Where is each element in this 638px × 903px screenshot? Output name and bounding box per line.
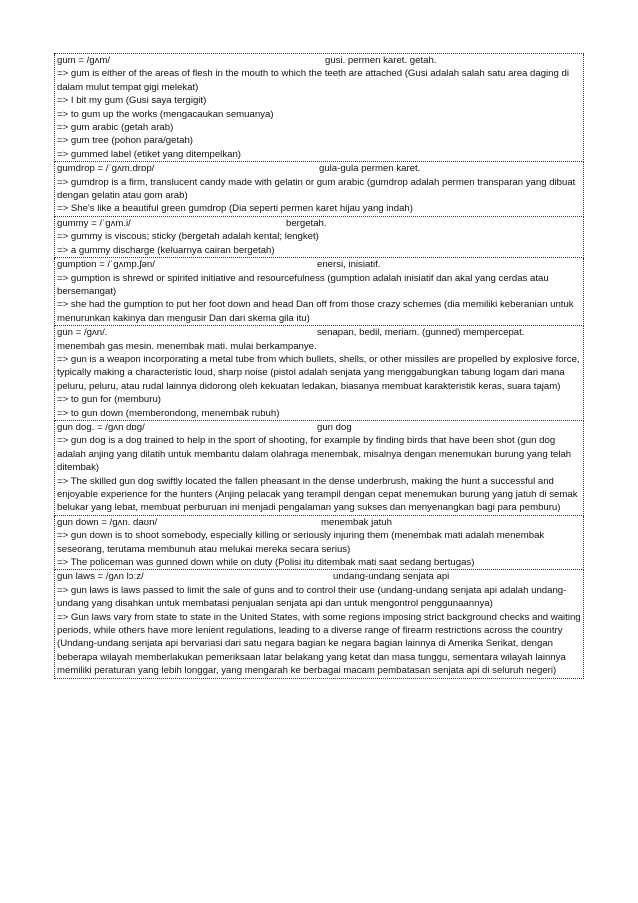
entry-header: [57, 421, 582, 434]
entry-line: => gummed label (etiket yang ditempelkan): [57, 148, 241, 160]
translation: bergetah.: [286, 217, 327, 229]
headword: gun = /gʌn/.: [57, 327, 108, 339]
translation: gusi. permen karet. getah.: [325, 55, 437, 66]
translation: senapan, bedil, meriam. (gunned) mempercepat.: [317, 327, 525, 339]
entry-header: [57, 217, 582, 230]
entry-line: => to gun for (memburu): [57, 394, 161, 406]
entry-line: => Gun laws vary from state to state in the United States, with some regions imposing strict background checks and waiting periods, while others have more lenient regulations, leading to a diverse range of firearm restrictions across the country (Undang-undang senjata api bervariasi dari satu negara bagian ke negara bagian lainnya di Amerika Serikat, dengan beberapa wilayah memberlakukan pemeriksaan latar belakang yang ketat dan masa tunggu, sementara wilayah lainnya memiliki peraturan yang lebih longgar, yang mengarah ke berbagai macam pembatasan senjata api di seluruh negeri): [57, 611, 581, 677]
entry-gum: [54, 54, 584, 162]
entry-line: => The skilled gun dog swiftly located the fallen pheasant in the dense underbrush, making the hunt a successful and enjoyable experience for the hunters (Anjing pelacak yang terampil dengan cepat menemukan burung yang jatuh di semak belukar yang lebat, membuat perburuan ini menjadi pengalaman yang sukses dan menyenangkan bagi para pemburu): [57, 475, 578, 514]
headword: gum = /gʌm/: [57, 55, 111, 66]
entry-header: [57, 516, 582, 529]
translation: gula-gula permen karet.: [319, 163, 421, 175]
entry-line: => gumption is shrewd or spirited initiative and resourcefulness (gumption adalah inisiatif dan akal yang cerdas atau bersemangat): [57, 272, 549, 297]
entry-gun-down: [54, 516, 584, 571]
headword: gumdrop = /ˈɡʌm.drɒp/: [57, 163, 155, 175]
entry-gumption: [54, 258, 584, 326]
entry-line: => gun laws is laws passed to limit the sale of guns and to control their use (undang-undang senjata api adalah undang-undang yang disahkan untuk membatasi penjualan senjata api dan untuk mengontrol penggunaannya): [57, 584, 567, 610]
entry-gun: [54, 326, 584, 421]
headword: gumption = /ˈɡʌmp.ʃən/: [57, 259, 155, 271]
entry-gun-laws: [54, 570, 584, 678]
entry-gumdrop: [54, 162, 584, 217]
translation: menembak jatuh: [321, 516, 392, 528]
glossary-sheet: [54, 53, 584, 679]
headword: gun laws = /ɡʌn lɔːz/: [57, 571, 144, 583]
entry-line: => gumdrop is a firm, translucent candy made with gelatin or gum arabic (gumdrop adalah permen transparan yang dibuat dengan gelatin atau gom arab): [57, 176, 576, 202]
entry-line: => gun dog is a dog trained to help in the sport of shooting, for example by finding birds that have been shot (gun dog adalah anjing yang dilatih untuk membantu dalam olahraga menembak, misalnya dengan menemukan burung yang telah ditembak): [57, 435, 572, 474]
entry-line: => gum arabic (getah arab): [57, 122, 174, 134]
entry-header: [57, 54, 582, 67]
entry-line: => a gummy discharge (keluarnya cairan bergetah): [57, 244, 275, 256]
entry-header: [57, 326, 582, 339]
translation: enersi, inisiatif.: [317, 259, 381, 271]
entry-line: => to gun down (memberondong, menembak rubuh): [57, 407, 280, 419]
translation: gun dog: [317, 421, 352, 433]
entry-line: => she had the gumption to put her foot down and head Dan off from those crazy schemes (dia memiliki keberanian untuk menurunkan kakinya dan mengusir Dan dari skema gila itu): [57, 299, 574, 324]
entry-gun-dog: [54, 421, 584, 516]
entry-line: => I bit my gum (Gusi saya tergigit): [57, 95, 207, 107]
entry-line: => She's like a beautiful green gumdrop (Dia seperti permen karet hijau yang indah): [57, 203, 413, 215]
headword: gun dog. = /ɡʌn dɒɡ/: [57, 421, 145, 433]
entry-line: => gum tree (pohon para/getah): [57, 135, 194, 147]
entry-line: => gummy is viscous; sticky (bergetah adalah kental; lengket): [57, 231, 319, 243]
entry-line: => to gum up the works (mengacaukan semuanya): [57, 108, 274, 120]
entry-line: => gun is a weapon incorporating a metal tube from which bullets, shells, or other missiles are propelled by explosive force, typically making a characteristic loud, sharp noise (pistol adalah senjata yang menggabungkan tabung logam dari mana peluru, peluru, atau rudal lainnya didorong oleh kekuatan ledakan, biasanya membuat karakteristik keras, suara tajam): [57, 353, 580, 392]
entry-line: => gum is either of the areas of flesh in the mouth to which the teeth are attached (Gusi adalah salah satu area daging di dalam mulut tempat gigi melekat): [57, 68, 569, 93]
entry-gummy: [54, 217, 584, 258]
headword: gun down = /ɡʌn. daʊn/: [57, 516, 158, 528]
entry-line: => The policeman was gunned down while on duty (Polisi itu ditembak mati saat sedang bertugas): [57, 557, 475, 569]
headword: gummy = /ˈɡʌm.i/: [57, 217, 131, 229]
entry-header: [57, 570, 582, 583]
entry-header: [57, 162, 582, 175]
entry-line: menembah gas mesin. menembak mati. mulai berkampanye.: [57, 340, 317, 352]
translation: undang-undang senjata api: [333, 571, 450, 583]
entry-line: => gun down is to shoot somebody, especially killing or seriously injuring them (menembak mati adalah menembak seseorang, terutama membunuh atau melukai mereka secara serius): [57, 530, 545, 555]
entry-header: [57, 258, 582, 271]
